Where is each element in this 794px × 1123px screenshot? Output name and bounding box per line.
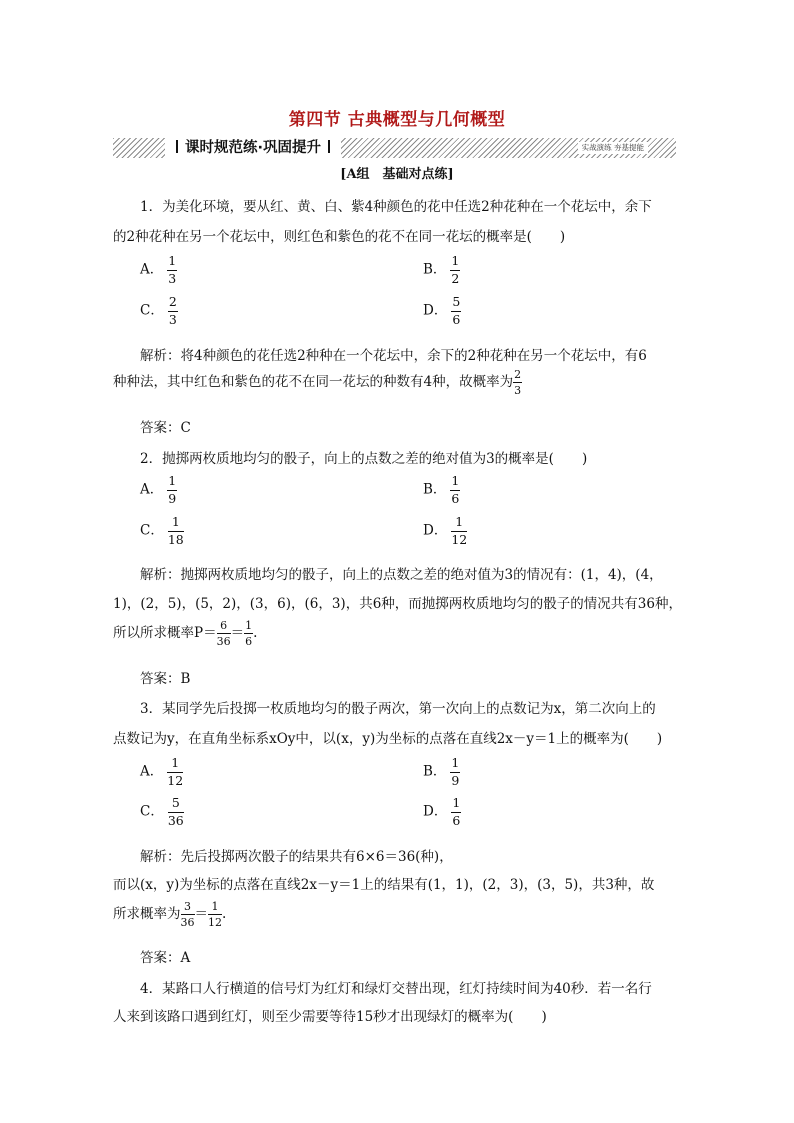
q2-a-den: 9 [168, 490, 177, 506]
q2-dot: . [253, 625, 258, 641]
q2-f2-den: 6 [245, 635, 253, 648]
q3-c-den: 36 [167, 812, 184, 828]
q1-a-den: 3 [168, 270, 177, 286]
q2-d-frac [451, 516, 467, 546]
q3-f1-num: 3 [181, 901, 195, 915]
q1-c-num: 2 [168, 296, 178, 312]
banner-bar-left [176, 140, 178, 153]
q1-b-frac [450, 255, 460, 285]
q3-line-2-text: 点数记为y，在直角坐标系xOy中，以(x，y)为坐标的点落在直线2x－y＝1上的概率为( [113, 731, 629, 747]
q2-solution-3 [113, 620, 257, 647]
q2-b-num: 1 [450, 475, 460, 491]
q3-f1-den: 36 [180, 916, 195, 929]
q1-option-c [140, 296, 178, 326]
q1-option-a [140, 255, 177, 285]
q3-c-num: 5 [168, 797, 184, 813]
group-heading: [A组 基础对点练] [340, 167, 454, 182]
q2-a-label: A． [140, 481, 164, 498]
q2-b-label: B． [423, 481, 447, 498]
q3-option-c [140, 797, 184, 827]
section-title: 第四节 古典概型与几何概型 [288, 110, 506, 130]
q3-d-frac [451, 797, 461, 827]
q1-option-b [423, 255, 460, 285]
q4-line-2 [113, 1005, 547, 1025]
banner-bar-right [328, 140, 330, 153]
section-banner [113, 138, 676, 158]
q1-c-frac [168, 296, 178, 326]
q3-a-num: 1 [167, 757, 183, 773]
q3-f2-num: 1 [208, 901, 222, 915]
q2-b-den: 6 [451, 490, 460, 506]
q3-f2-den: 12 [208, 916, 222, 929]
q1-c-label: C． [140, 302, 164, 319]
q3-paren-end: ) [656, 731, 663, 747]
q1-paren-end: ) [559, 229, 566, 245]
q3-d-den: 6 [452, 812, 461, 828]
q2-c-frac [168, 516, 184, 546]
q2-c-label: C． [140, 522, 164, 539]
q3-solution-3 [113, 901, 226, 928]
q1-line-2 [113, 225, 565, 245]
q2-eq: ＝ [230, 625, 245, 641]
q1-answer: 答案：C [140, 420, 191, 436]
q1-solution-1: 解析：将4种颜色的花任选2种种在一个花坛中，余下的2种花种在另一个花坛中，有6 [140, 348, 647, 364]
q3-option-b [423, 757, 460, 787]
q3-solution-1: 解析：先后投掷两次骰子的结果共有6×6＝36(种)， [140, 849, 453, 865]
banner-title [165, 138, 341, 158]
q1-option-d [423, 296, 461, 326]
q4-paren-end: ) [541, 1009, 547, 1025]
q4-line-2-text: 人来到该路口遇到红灯，则至少需要等待15秒才出现绿灯的概率为( [113, 1009, 514, 1025]
q2-line-1 [140, 447, 587, 467]
q1-b-label: B． [423, 261, 447, 278]
q3-sol-frac-1 [181, 901, 195, 928]
q2-f2-num: 1 [245, 619, 253, 632]
banner-subtitle: 实战演练 夯基提能 [578, 142, 648, 154]
q1-b-den: 2 [451, 270, 460, 286]
q3-d-label: D． [423, 803, 448, 820]
q3-b-num: 1 [450, 757, 460, 773]
q3-a-den: 12 [167, 772, 184, 788]
q2-a-num: 1 [167, 475, 177, 491]
q1-b-num: 1 [450, 255, 460, 271]
q3-sol-frac-2 [208, 901, 222, 928]
q1-solution-frac [513, 369, 522, 396]
q3-b-label: B． [423, 763, 447, 780]
q3-d-num: 1 [451, 797, 461, 813]
q2-option-c [140, 516, 184, 546]
banner-title-text: 课时规范练·巩固提升 [185, 140, 322, 156]
q2-sol-frac-2 [244, 620, 253, 647]
q1-solution-2-text: 种种法，其中红色和紫色的花不在同一花坛的种数有4种，故概率为 [113, 374, 514, 390]
q1-c-den: 3 [168, 311, 177, 327]
q3-b-frac [450, 757, 460, 787]
q1-line-2-text: 的2种花种在另一个花坛中，则红色和紫色的花不在同一花坛的概率是( [113, 229, 532, 245]
q2-a-frac [167, 475, 177, 505]
q1-a-frac [167, 255, 177, 285]
q3-dot: . [222, 906, 227, 922]
q3-sol-3-text: 所求概率为 [113, 906, 181, 922]
q2-option-b [423, 475, 460, 505]
q2-c-den: 18 [167, 531, 184, 547]
q3-option-d [423, 797, 461, 827]
q2-option-a [140, 475, 177, 505]
q3-line-1: 3．某同学先后投掷一枚质地均匀的骰子两次，第一次向上的点数记为x，第二次向上的 [140, 701, 656, 717]
q2-sol-3-text: 所以所求概率P＝ [113, 625, 217, 641]
q4-line-1: 4．某路口人行横道的信号灯为红灯和绿灯交替出现，红灯持续时间为40秒．若一名行 [140, 981, 652, 997]
q2-f1-den: 36 [216, 635, 231, 648]
q3-b-den: 9 [451, 772, 460, 788]
q3-a-frac [167, 757, 183, 787]
q2-f1-num: 6 [217, 620, 231, 634]
q1-a-num: 1 [167, 255, 177, 271]
q2-answer: 答案：B [140, 671, 191, 687]
q3-c-frac [168, 797, 184, 827]
q1-sol-den: 3 [514, 384, 522, 397]
q2-option-d [423, 516, 467, 546]
q3-a-label: A． [140, 763, 164, 780]
q2-paren-end: ) [581, 451, 588, 467]
q2-solution-2: 1)，(2，5)，(5，2)，(3，6)，(6，3)，共6种，而抛掷两枚质地均匀的骰子的情况共有36种， [113, 596, 682, 612]
q2-sol-frac-1 [217, 620, 231, 647]
q2-line-1-text: 2．抛掷两枚质地均匀的骰子，向上的点数之差的绝对值为3的概率是( [140, 451, 554, 467]
q3-option-a [140, 757, 183, 787]
q2-d-label: D． [423, 522, 448, 539]
q2-d-num: 1 [451, 516, 467, 532]
q2-d-den: 12 [451, 531, 468, 547]
q2-b-frac [450, 475, 460, 505]
q1-d-label: D． [423, 302, 448, 319]
q3-line-2 [113, 727, 662, 747]
q1-solution-2 [113, 369, 522, 396]
q3-answer: 答案：A [140, 950, 191, 966]
q1-d-den: 6 [452, 311, 461, 327]
q1-a-label: A． [140, 261, 164, 278]
q1-d-frac [451, 296, 461, 326]
q3-solution-2: 而以(x，y)为坐标的点落在直线2x－y＝1上的结果有(1，1)，(2，3)，(3，5)，共3种，故 [113, 877, 655, 893]
q3-eq: ＝ [194, 906, 208, 922]
q2-c-num: 1 [168, 516, 184, 532]
q2-solution-1: 解析：抛掷两枚质地均匀的骰子，向上的点数之差的绝对值为3的情况有：(1，4)，(4， [140, 567, 663, 583]
q1-sol-num: 2 [514, 368, 522, 381]
q1-d-num: 5 [451, 296, 461, 312]
q1-line-1: 1．为美化环境，要从红、黄、白、紫4种颜色的花中任选2种花种在一个花坛中，余下 [140, 199, 652, 215]
q3-c-label: C． [140, 803, 164, 820]
